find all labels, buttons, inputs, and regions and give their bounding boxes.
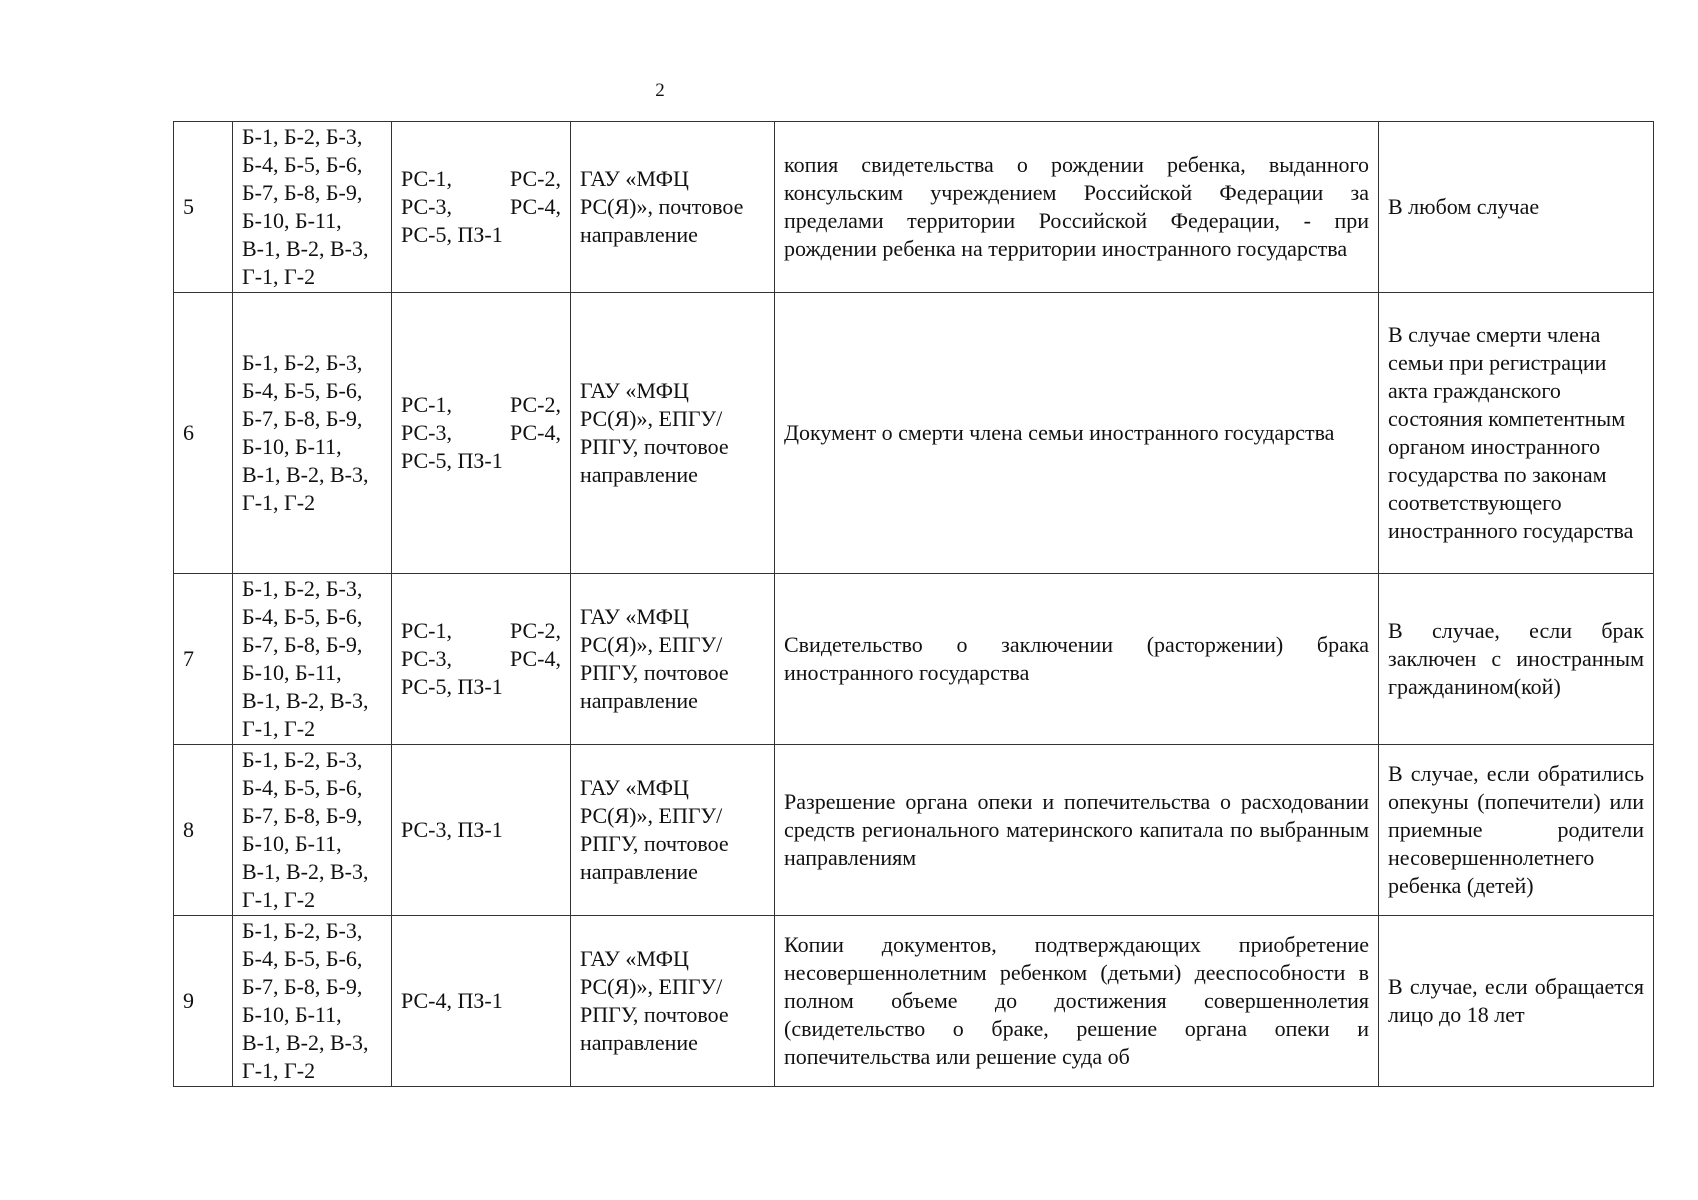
document-description: Свидетельство о заключении (расторжении) брака иностранного государства [775,574,1379,745]
documents-table [173,121,1654,1087]
document-description: Разрешение органа опеки и попечительства о расходовании средств регионального материнского капитала по выбранным направлениям [775,745,1379,916]
document-description: Документ о смерти члена семьи иностранного государства [775,293,1379,574]
document-description: копия свидетельства о рождении ребенка, выданного консульским учреждением Российской Федерации за пределами территории Российской Федерации, - при рождении ребенка на территории иностранного государства [775,122,1379,293]
submission-channel: ГАУ «МФЦ РС(Я)», ЕПГУ/РПГУ, почтовое направление [571,293,775,574]
condition: В случае смерти члена семьи при регистрации акта гражданского состояния компетентным органом иностранного государства по законам соответствующего иностранного государства [1379,293,1654,574]
category-codes: Б-1, Б-2, Б-3, Б-4, Б-5, Б-6, Б-7, Б-8, Б-9, Б-10, Б-11, В-1, В-2, В-3, Г-1, Г-2 [233,122,392,293]
row-number: 7 [174,574,233,745]
rs-codes: РС-1, РС-2, РС-3, РС-4, РС-5, ПЗ-1 [392,574,571,745]
table-row [174,574,1654,745]
rs-codes: РС-1, РС-2, РС-3, РС-4, РС-5, ПЗ-1 [392,293,571,574]
table-row [174,916,1654,1087]
document-description: Копии документов, подтверждающих приобретение несовершеннолетним ребенком (детьми) дееспособности в полном объеме до достижения совершеннолетия (свидетельство о браке, решение органа опеки и попечительства или решение суда об [775,916,1379,1087]
table-row [174,122,1654,293]
submission-channel: ГАУ «МФЦ РС(Я)», почтовое направление [571,122,775,293]
submission-channel: ГАУ «МФЦ РС(Я)», ЕПГУ/РПГУ, почтовое направление [571,745,775,916]
condition: В любом случае [1379,122,1654,293]
condition: В случае, если брак заключен с иностранным гражданином(кой) [1379,574,1654,745]
rs-codes: РС-4, ПЗ-1 [392,916,571,1087]
row-number: 9 [174,916,233,1087]
condition: В случае, если обратились опекуны (попечители) или приемные родители несовершеннолетнего ребенка (детей) [1379,745,1654,916]
category-codes: Б-1, Б-2, Б-3, Б-4, Б-5, Б-6, Б-7, Б-8, Б-9, Б-10, Б-11, В-1, В-2, В-3, Г-1, Г-2 [233,916,392,1087]
row-number: 5 [174,122,233,293]
row-number: 6 [174,293,233,574]
category-codes: Б-1, Б-2, Б-3, Б-4, Б-5, Б-6, Б-7, Б-8, Б-9, Б-10, Б-11, В-1, В-2, В-3, Г-1, Г-2 [233,574,392,745]
table-row [174,745,1654,916]
table-row [174,293,1654,574]
category-codes: Б-1, Б-2, Б-3, Б-4, Б-5, Б-6, Б-7, Б-8, Б-9, Б-10, Б-11, В-1, В-2, В-3, Г-1, Г-2 [233,293,392,574]
rs-codes: РС-1, РС-2, РС-3, РС-4, РС-5, ПЗ-1 [392,122,571,293]
submission-channel: ГАУ «МФЦ РС(Я)», ЕПГУ/РПГУ, почтовое направление [571,916,775,1087]
category-codes: Б-1, Б-2, Б-3, Б-4, Б-5, Б-6, Б-7, Б-8, Б-9, Б-10, Б-11, В-1, В-2, В-3, Г-1, Г-2 [233,745,392,916]
row-number: 8 [174,745,233,916]
rs-codes: РС-3, ПЗ-1 [392,745,571,916]
submission-channel: ГАУ «МФЦ РС(Я)», ЕПГУ/РПГУ, почтовое направление [571,574,775,745]
page-number: 2 [655,80,665,101]
condition: В случае, если обращается лицо до 18 лет [1379,916,1654,1087]
